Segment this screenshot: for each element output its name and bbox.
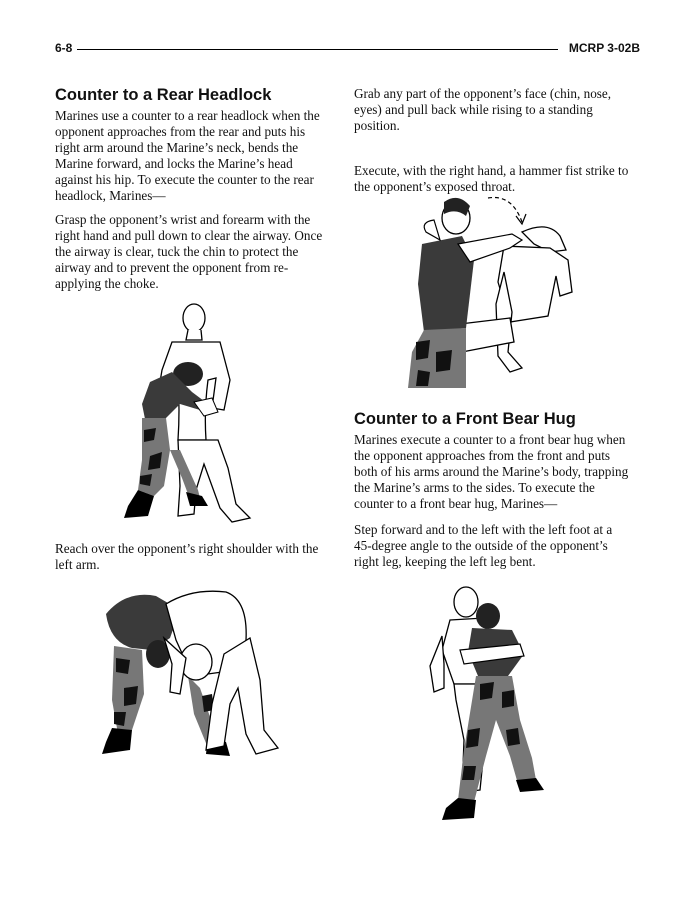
front-bear-hug-heading: Counter to a Front Bear Hug (354, 410, 576, 428)
rear-headlock-illustration (108, 300, 278, 530)
front-bear-hug-step-step-forward: Step forward and to the left with the left foot at a 45-degree angle to the outside of the opponent’s right leg, keeping the left leg bent. (354, 522, 613, 569)
document-id: MCRP 3-02B (568, 41, 640, 55)
rear-headlock-step-grasp: Grasp the opponent’s wrist and forearm with the right hand and pull down to clear the airway. Once the airway is clear, tuck the chin to protect the airway and to prevent the opponent from re-applying the choke. (55, 212, 323, 291)
header-rule (77, 49, 558, 50)
rear-headlock-step-grab-face: Grab any part of the opponent’s face (chin, nose, eyes) and pull back while rising to a standing position. (354, 86, 612, 133)
rear-headlock-step-hammer-fist: Execute, with the right hand, a hammer fist strike to the opponent’s exposed throat. (354, 163, 629, 194)
front-bear-hug-intro: Marines execute a counter to a front bear hug when the opponent approaches from the front and puts both of his arms around the Marine’s body, trapping the Marine’s arms to the sides. To execute the counter to a front bear hug, Marines— (354, 432, 629, 511)
page-number: 6-8 (55, 41, 73, 55)
reach-over-shoulder-illustration (96, 584, 286, 764)
front-bear-hug-illustration (420, 580, 570, 825)
rear-headlock-heading: Counter to a Rear Headlock (55, 86, 272, 104)
rear-headlock-step-reach: Reach over the opponent’s right shoulder with the left arm. (55, 541, 319, 572)
hammer-fist-strike-illustration (400, 192, 590, 392)
rear-headlock-intro: Marines use a counter to a rear headlock when the opponent approaches from the rear and puts his right arm around the Marine’s neck, bends the Marine forward, and locks the Marine’s head against his hip. To execute the counter to the rear headlock, Marines— (55, 108, 320, 203)
